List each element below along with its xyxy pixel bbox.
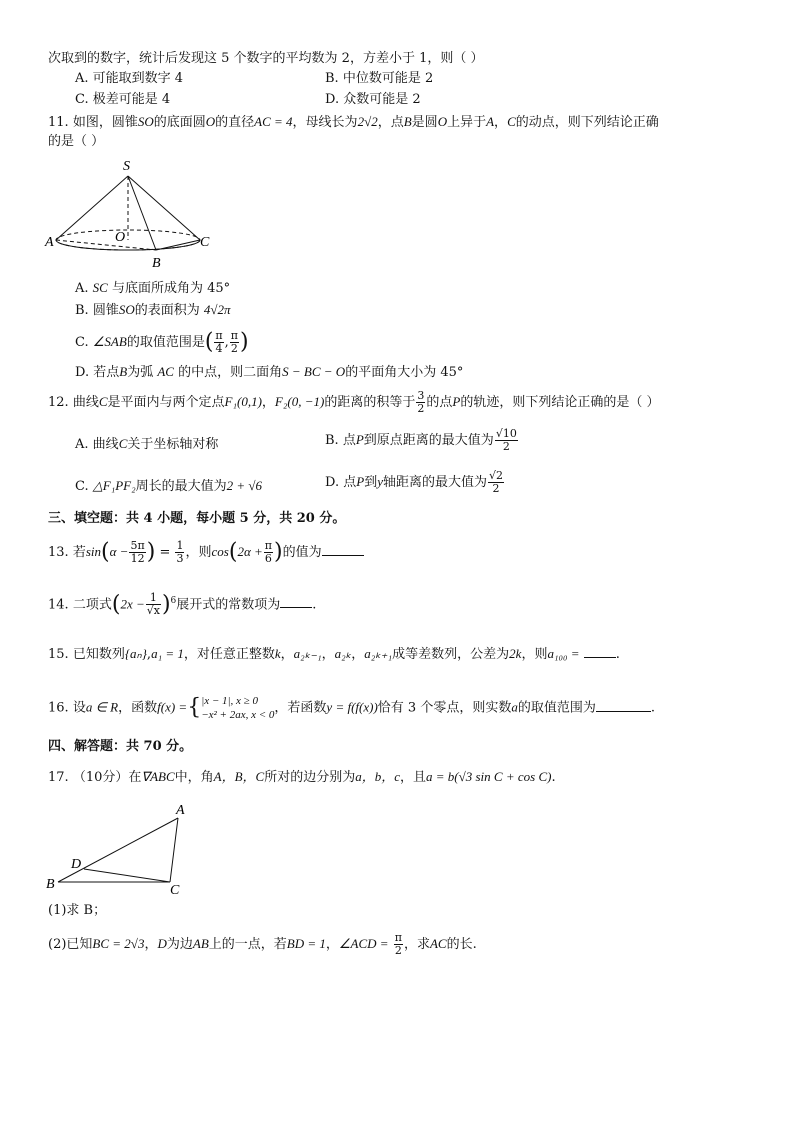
cone-label-o: O	[115, 230, 126, 245]
q12-option-b: B. 点P到原点距离的最大值为 $\frac{√10}{2}$	[325, 427, 517, 453]
q15-answer-blank[interactable]	[584, 657, 616, 658]
q12-option-d: D. 点P到y轴距离的最大值为 $\frac{√2}{2}$	[325, 469, 504, 495]
triangle-label-d: D	[71, 857, 82, 872]
q17-part-2: (2)已知BC = 2√3，D为边AB上的一点，若BD = 1，∠ACD = $\frac{\pi}{2}$ ，求AC的长.	[48, 931, 477, 957]
q11-option-a: A. SC 与底面所成角为 45°	[75, 280, 231, 296]
q14: 14. 二项式(2x − $\frac{1}{√x}$ )$^6$展开式的常数项为 .	[48, 591, 317, 618]
section-4-heading: 四、解答题：共 70 分。	[48, 739, 193, 754]
cone-label-b: B	[152, 256, 161, 271]
section-3-heading: 三、填空题：共 4 小题，每小题 5 分，共 20 分。	[48, 511, 346, 526]
q15: 15. 已知数列{aₙ},a₁ = 1，对任意正整数k，a₂ₖ₋₁，a₂ₖ，a₂ₖ₊₁成等差数列，公差为2k，则a₁₀₀ = .	[48, 646, 620, 662]
cone-label-a: A	[45, 235, 54, 250]
q17-stem: 17. （10分）在∇ABC中，角A，B，C所对的边分别为a，b，c，且a = b(√3 sin C + cos C).	[48, 769, 556, 785]
q10-stem-tail: 次取到的数字，统计后发现这 5 个数字的平均数为 2，方差小于 1，则（ ）	[48, 51, 484, 66]
q12-stem: 12. 曲线C是平面内与两个定点F₁(0,1)，F₂(0, −1)的距离的积等于 $\frac{3}{2}$ 的点P的轨迹，则下列结论正确的是（ ）	[48, 389, 660, 415]
triangle-label-b: B	[46, 877, 55, 892]
q10-option-d: D. 众数可能是 2	[325, 92, 421, 107]
q17-part-1: (1)求 B；	[48, 903, 107, 918]
q11-option-d: D. 若点B为弧 AC 的中点，则二面角S − BC − O的平面角大小为 45°	[75, 364, 464, 380]
q14-answer-blank[interactable]	[280, 607, 312, 608]
q13-answer-blank[interactable]	[322, 555, 364, 556]
q11-stem-line2: 的是（ ）	[48, 134, 105, 149]
q10-option-b: B. 中位数可能是 2	[325, 71, 434, 86]
triangle-figure	[44, 798, 204, 898]
triangle-label-a: A	[176, 803, 185, 818]
q11-stem: 11. 如图，圆锥SO的底面圆O的直径AC = 4，母线长为2√2，点B是圆O上异于A，C的动点，则下列结论正确	[48, 114, 659, 130]
cone-figure	[44, 154, 224, 274]
q11-option-b: B. 圆锥SO的表面积为 4√2π	[75, 302, 231, 318]
q16: 16. 设a ∈ R，函数f(x) ={ |x − 1|, x ≥ 0 −x² + 2ax, x < 0 ，若函数y = f(f(x))恰有 3 个零点，则实数a的取值范围为 .	[48, 695, 655, 721]
q10-option-c: C. 极差可能是 4	[75, 92, 171, 107]
q16-answer-blank[interactable]	[596, 711, 651, 712]
triangle-label-c: C	[170, 883, 180, 898]
cone-label-c: C	[200, 235, 210, 250]
q13: 13. 若sin(α − $\frac{5\pi}{12}$ ) = $\frac{1}{3}$ ，则cos(2α + $\frac{\pi}{6}$ )的值为	[48, 540, 364, 565]
q12-option-c: C. △F₁PF₂周长的最大值为2 + √6	[75, 478, 263, 494]
q11-option-c: C. ∠SAB的取值范围是( $\frac{\pi}{4}$ , $\frac{\pi}{2}$ )	[75, 329, 249, 355]
q10-option-a: A. 可能取到数字 4	[75, 71, 184, 86]
cone-label-s: S	[123, 159, 130, 174]
q12-option-a: A. 曲线C关于坐标轴对称	[75, 436, 219, 452]
